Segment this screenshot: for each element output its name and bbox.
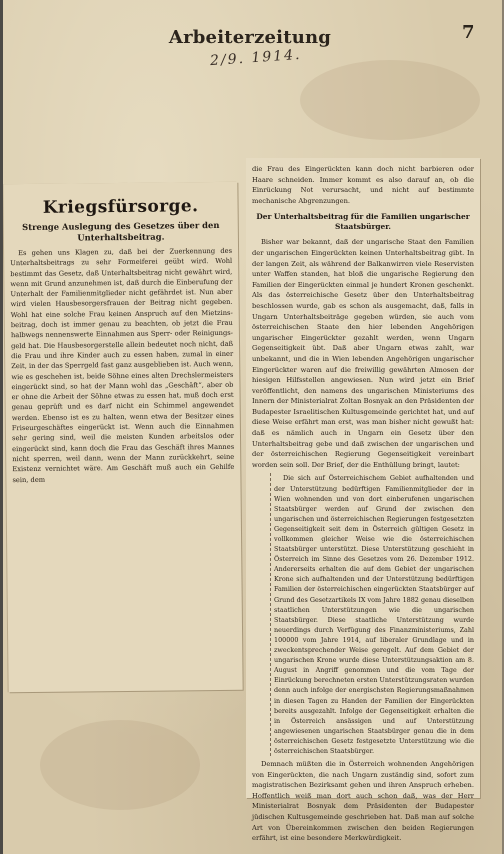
article-continuation: die Frau des Eingerückten kann doch nicht barbieren oder Haare schneiden. Immer kommt es also darauf an, ob die Einrückung Not verursacht, und nicht auf bestimmte mechanische Abgrenzungen. bbox=[252, 165, 474, 205]
left-clipping bbox=[3, 182, 242, 692]
article-subhead: Strenge Auslegung des Gesetzes über den Unterhaltsbeitrag. bbox=[22, 219, 220, 242]
letter-text: Die sich auf Österreichischem Gebiet aufhaltenden und der Unterstützung bedürftigen Familienmitglieder der in Wien wohnenden und von dort einberufenen ungarischen Staatsbürger werden auf Grund der zwischen den ungarischen und österreichischen Regierungen festgesetzten Gegenseitigkeit seit dem in Österreich gültigen Gesetz in vollkommen gleicher Weise wie die österreichischen Staatsbürger unterstützt. Diese Unterstützung geschieht in Österreich im Sinne des Gesetzes vom 26. Dezember 1912. Andererseits erhalten die auf dem Gebiet der ungarischen Krone sich aufhaltenden und der Unterstützung bedürftigen Familien der österreichischen eingerückten Staatsbürger auf Grund des Gesetzartikels IX vom Jahre 1882 genau dieselben staatlichen Unterstützungen wie die ungarischen Staatsbürger. Diese staatliche Unterstützung wurde neuerdings durch Verfügung des Finanzministeriums, Zahl 100000 vom Jahre 1914, auf liberaler Grundlage und in zweckentsprechender Weise geregelt. Auf dem Gebiet der ungarischen Krone wurde diese Unterstützungsaktion am 8. August in Angriff genommen und die vom Tage der Einrückung berechneten ersten Unterstützungsraten wurden denn auch infolge der energischsten Regierungsmaßnahmen in diesen Tagen zu Handen der Familien der Eingerückten bereits ausgezahlt. Infolge der Gegenseitigkeit erhalten die in Österreich ansässigen und auf Unterstützung angewiesenen ungarischen Staatsbürger genau die in dem österreichischen Gesetz festgesetzte Unterstützung wie die österreichischen Staatsbürger. bbox=[274, 474, 474, 755]
article-body: Es gehen uns Klagen zu, daß bei der Zuerkennung des Unterhaltsbeitrags zu sehr Formeiferei geübt wird. Wohl bestimmt das Gesetz, daß Unterhaltsbeitrag nicht gewährt wird, wenn mit Grund anzunehmen ist, daß durch die Einberufung der Unterhalt der Familienmitglieder nicht gefährdet ist. Nun aber wird vielen Hausbesorgersfrauen der Beitrag nicht gegeben. Wohl hat eine solche Frau keinen Anspruch auf den Mietzins-beitrag, doch ist immer genau zu beachten, ob jetzt die Frau halbwegs nennenswerte Einnahmen aus Sperr- oder Reinigungs-geld hat. Die Hausbesorgerstelle allein bedeutet noch nicht, daß die Frau und ihre Kinder auch zu essen haben, zumal in einer Zeit, in der das Sperrgeld fast ganz ausgeblieben ist. Auch wenn, wie es geschehen ist, beide Söhne eines alten Drechslermeisters eingerückt sind, so hat der Mann wohl das „Geschäft“, aber ob er ohne die Arbeit der Söhne etwas zu essen hat, muß doch erst genau geprüft und es darf nicht ein Schimmel angewendet werden. Ebenso ist es zu halten, wenn etwa der Besitzer eines Friseurgeschäftes eingerückt ist. Wenn auch die Einnahmen sehr gering sind, weil die meisten Kunden arbeitslos oder eingerückt sind, kann doch die Frau das Geschäft ihres Mannes nicht sperren, weil dann, wenn der Mann zurückkehrt, seine Existenz vernichtet wäre. Am Geschäft muß auch ein Gehilfe sein, dem bbox=[10, 246, 235, 484]
handwritten-date: 2/9. 1914. bbox=[209, 46, 302, 70]
quoted-letter bbox=[270, 473, 474, 756]
paper-stain bbox=[300, 60, 480, 140]
right-clipping bbox=[246, 158, 480, 843]
section-title: Der Unterhaltsbeitrag für die Familien ungarischer Staatsbürger. bbox=[256, 212, 470, 232]
paper-stain bbox=[40, 720, 200, 810]
article-paragraph: Bisher war bekannt, daß der ungarische Staat den Familien der ungarischen Eingerückten keinen Unterhaltsbeitrag gibt. In der langen Zeit, als während der Balkanwirren viele Reservisten unter Waffen standen, hat bloß die ungarische Regierung den Familien der Eingerückten einmal je hundert Kronen geschenkt. Als das österreichische Gesetz über den Unterhaltsbeitrag beschlossen wurde, gab es schon als ausgemacht, daß, falls in Ungarn Unterhaltsbeiträge gegeben würden, sie auch vom österreichischen Staate den hier lebenden Angehörigen ungarischer Eingerückter gezahlt werden, wenn Ungarn Gegenseitigkeit übt. Daß aber Ungarn etwas zahlt, war unbekannt, und die in Wien lebenden Angehörigen ungarischer Eingerückter waren auf die freiwillig gewährten Almosen der hiesigen Hilfsstellen angewiesen. Nun wird jetzt ein Brief veröffentlicht, den namens des ungarischen Ministeriums des Innern der Ministerialrat Zoltan Bosnyak an den Präsidenten der Budapester Israelitischen Kultusgemeinde gerichtet hat, und auf diese Weise erfährt man erst, was man bisher nicht gewußt hat: daß es nämlich auch in Ungarn ein Gesetz über den Unterhaltsbeitrag gebe und daß zwischen der ungarischen und der österreichischen Regierung Gegenseitigkeit vereinbart worden sein soll. Der Brief, der die Enthüllung bringt, lautet: bbox=[252, 238, 474, 469]
page-number: 7 bbox=[462, 22, 475, 43]
article-paragraph: Demnach müßten die in Österreich wohnenden Angehörigen von Eingerückten, die nach Ungarn zuständig sind, sofort zum magistratischen Bezirksamt gehen und ihren Anspruch erheben. Hoffentlich weiß man dort auch schon daß, was der Herr Ministerialrat Bosnyak dem Präsidenten der Budapester jüdischen Kultusgemeinde geschrieben hat. Daß man auf solche Art von Übereinkommen zwischen den beiden Regierungen erfährt, ist eine besondere Merkwürdigkeit. bbox=[252, 760, 474, 843]
article-headline: Kriegsfürsorge. bbox=[42, 196, 199, 218]
newspaper-masthead: Arbeiterzeitung bbox=[168, 27, 332, 48]
